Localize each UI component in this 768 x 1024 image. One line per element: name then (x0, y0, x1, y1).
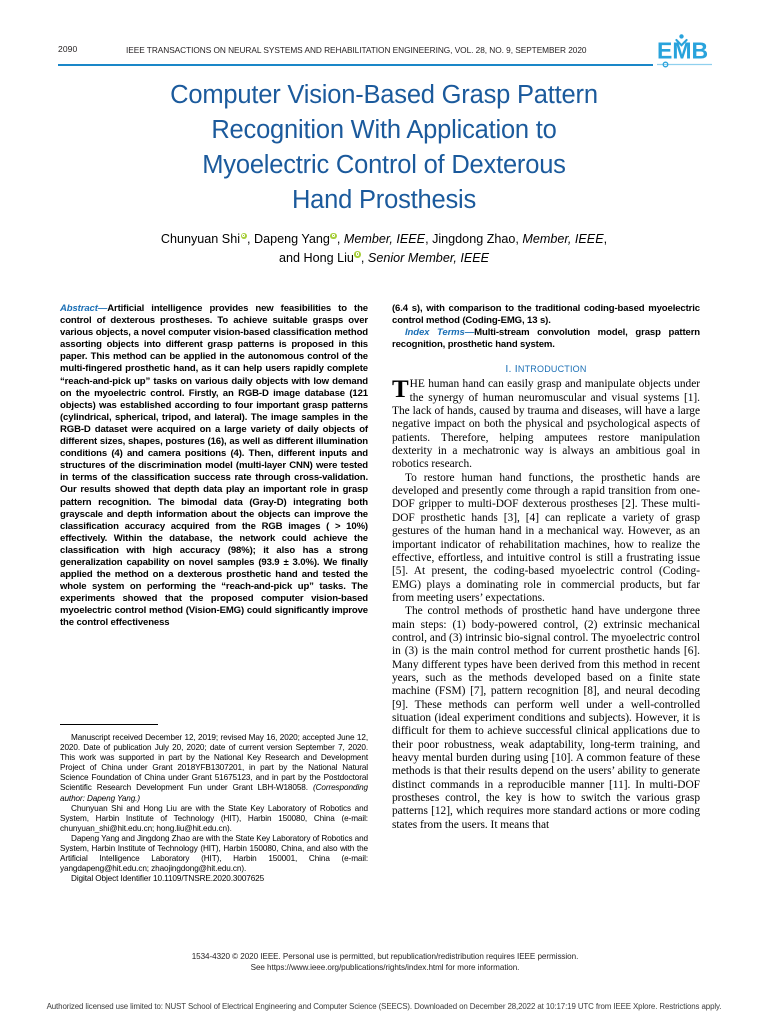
author-sep-2: , (336, 232, 344, 246)
footnote-block (60, 733, 368, 884)
abstract-paragraph (60, 303, 368, 630)
copyright-block (60, 952, 710, 973)
footnote-doi: Digital Object Identifier 10.1109/TNSRE.2020.3007625 (71, 874, 265, 884)
column-left (60, 303, 368, 630)
orcid-icon[interactable] (241, 233, 248, 240)
column-right (392, 303, 700, 832)
ieee-emb-logo (657, 33, 712, 69)
title-line-4: Hand Prosthesis (291, 186, 477, 214)
footnote-rule (60, 724, 158, 725)
body-paragraph-2: To restore human hand functions, the prosthetic hands are developed and presently come through a rapid transition from one-DOF gripper to multi-DOF dexterous prostheses [2]. These multi-DOF prosthetic hands [3], [4] can replicate a variety of grasp gestures of the human hand in a mechanical way. However, as an important indicator of rehabilitation machines, how to realize the effective, effortless, and intuitive control is still a frustrating issue [5]. At present, the coding-based myoelectric control (Coding-EMG) plays a dominating role in commercial products, but far from meeting users’ expectations. (392, 471, 700, 604)
header-rule (58, 64, 653, 66)
journal-running-title: IEEE TRANSACTIONS ON NEURAL SYSTEMS AND REHABILITATION ENGINEERING, VOL. 28, NO. 9, SEPTEMBER 2020 (126, 45, 587, 55)
body-paragraph-1-text: HE human hand can easily grasp and manipulate objects under the synergy of human neuromuscular and visual systems [1]. The lack of hands, caused by trauma and diseases, will have a large negative impact on both the physical and psychological aspects of patients. Therefore, helping amputees restore manipulation dexterity in a mechatronic way is always an ambitious goal in robotics research. (392, 378, 700, 471)
footnote-affiliation-2: Dapeng Yang and Jingdong Zhao are with the State Key Laboratory of Robotics and System, Harbin Institute of Technology (HIT), Harbin 150080, China, and also with the Artificial Intelligence Laboratory (HIT), Harbin 150001, China (e-mail: yangdapeng@hit.edu.cn; zhaojingdong@hit.edu.cn). (60, 833, 368, 874)
author-list (104, 230, 664, 267)
index-terms-paragraph (392, 327, 700, 351)
abstract-label: Abstract— (60, 303, 108, 314)
author-sep-4: , (515, 232, 523, 246)
body-paragraph-3: The control methods of prosthetic hand have undergone three main steps: (1) body-powered control, (2) extrinsic mechanical control, and (3) intrinsic bio-signal control. The myoelectric control in (3) is the main control method for current prosthetic hands [6]. Many different types have been derived from this method in recent years, such as the methods developed based on a finite state machine (FSM) [7], pattern recognition [8], and neural decoding [9]. These methods can perform well under a well-controlled situation (ideal experiment conditions and subjects). However, it is difficult for them to achieve successful clinical applications due to their poor robustness, weak adaptability, long-term training, and heavy mental burden during using [10]. A common feature of these methods is that their results depend on the users’ ability to generate distinct commands in a reproducible manner [11]. In multi-DOF prostheses control, the key is how to switch the various grasp patterns [12], which requires more standard actions or more coding states from the users. It means that (392, 605, 700, 831)
author-sep-6: , (360, 250, 368, 265)
copyright-line-1: 1534-4320 © 2020 IEEE. Personal use is permitted, but republication/redistribution requires IEEE permission. (191, 952, 579, 961)
author-2-grade: Member, IEEE (343, 232, 426, 246)
emb-logo-icon (657, 33, 712, 69)
section-title-cap: I (514, 363, 518, 376)
footnote-manuscript (60, 733, 368, 804)
author-1-name: Chunyuan Shi (160, 232, 240, 246)
drop-cap: T (392, 376, 409, 404)
footnote-manuscript-text: Manuscript received December 12, 2019; revised May 16, 2020; accepted June 12, 2020. Date of publication July 20, 2020; date of current version September 7, 2020. This work was supported in part by the National Key Research and Development Project of China under Grant 2018YFB1307201, in part by the National Natural Science Foundation of China under Grant 51675123, and in part by the Postdoctoral Scientific Research Development Fun under Grant LBH-W18058. (60, 733, 368, 793)
section-title-rest: NTRODUCTION (517, 364, 587, 375)
index-terms-label: Index Terms— (405, 327, 475, 339)
section-number: I. (505, 363, 512, 376)
body-paragraph-1 (392, 378, 700, 471)
title-line-2: Recognition With Application to (211, 116, 557, 144)
page-folio: 2090 (58, 44, 78, 54)
download-restriction-note: Authorized licensed use limited to: NUST School of Electrical Engineering and Computer Science (SEECS). Downloaded on December 28,2022 at 10:17:19 UTC from IEEE Xplore. Restrictions apply. (46, 1002, 722, 1011)
abstract-continuation: (6.4 s), with comparison to the traditional coding-based myoelectric control method (Coding-EMG, 13 s). (392, 303, 700, 327)
author-and: and (278, 250, 304, 265)
author-2-name: Dapeng Yang (254, 232, 330, 246)
author-4-name: Hong Liu (303, 250, 354, 265)
index-terms-text: Multi-stream convolution model, grasp pattern recognition, prosthetic hand system. (392, 327, 701, 351)
copyright-line-2: See https://www.ieee.org/publications/rights/index.html for more information. (250, 962, 520, 972)
author-3-grade: Member, IEEE (522, 232, 604, 246)
author-sep-5: , (603, 232, 608, 246)
abstract-text: Artificial intelligence provides new feasibilities to the control of dexterous prostheses. To achieve suitable grasps over various objects, a novel computer vision-based classification method assorting objects into different grasp patterns is proposed in this paper. This method can be applied in the autonomous control of the multi-fingered prosthetic hand, as it can help users rapidly complete “reach-and-pick up” tasks on various daily objects with low demand on the myoelectric control. Firstly, an RGB-D image database (121 objects) was established according to four important grasp patterns (cylindrical, spherical, tripod, and lateral). The image samples in the RGB-D dataset were acquired on a large variety of daily objects of different sizes, shapes, postures (16), as well as different illumination conditions (4) and camera positions (4). Then, different inputs and structures of the discrimination model (multi-layer CNN) were tested in terms of the classification success rate through cross-validation. Our results showed that depth data play an important role in grasp pattern recognition. The bimodal data (Gray-D) integrating both grayscale and depth information about the objects can improve the classification accuracy acquired from the RGB images ( > 10%) effectively. Within the database, the network could achieve the classification with high accuracy (98%); it also has a strong generalization capability on novel samples (93.9 ± 3.0%). We finally applied the method on a dexterous prosthetic hand and tested the whole system on performing the “reach-and-pick up” tasks. The experiments showed that the proposed computer vision-based myoelectric control method (Vision-EMG) could significantly improve the control effectiveness (60, 303, 368, 629)
footnote-affiliation-1: Chunyuan Shi and Hong Liu are with the State Key Laboratory of Robotics and System, Harbin Institute of Technology (HIT), Harbin 150080, China (e-mail: chunyuan_shi@hit.edu.cn; hong.liu@hit.edu.cn). (60, 803, 368, 833)
author-sep-1: , (247, 232, 254, 246)
section-heading-introduction (392, 363, 700, 375)
author-sep-3: , (425, 232, 433, 246)
svg-text:EMB: EMB (657, 37, 709, 64)
running-head (58, 44, 710, 58)
title-line-1: Computer Vision-Based Grasp Pattern (170, 81, 598, 109)
author-4-grade: Senior Member, IEEE (367, 250, 490, 265)
orcid-icon[interactable] (354, 251, 361, 258)
author-3-name: Jingdong Zhao (432, 232, 516, 246)
orcid-icon[interactable] (330, 233, 337, 240)
footnote-corresponding-author: (Corresponding author: Dapeng Yang.) (60, 783, 368, 803)
paper-title (84, 78, 684, 218)
title-line-3: Myoelectric Control of Dexterous (202, 151, 566, 179)
